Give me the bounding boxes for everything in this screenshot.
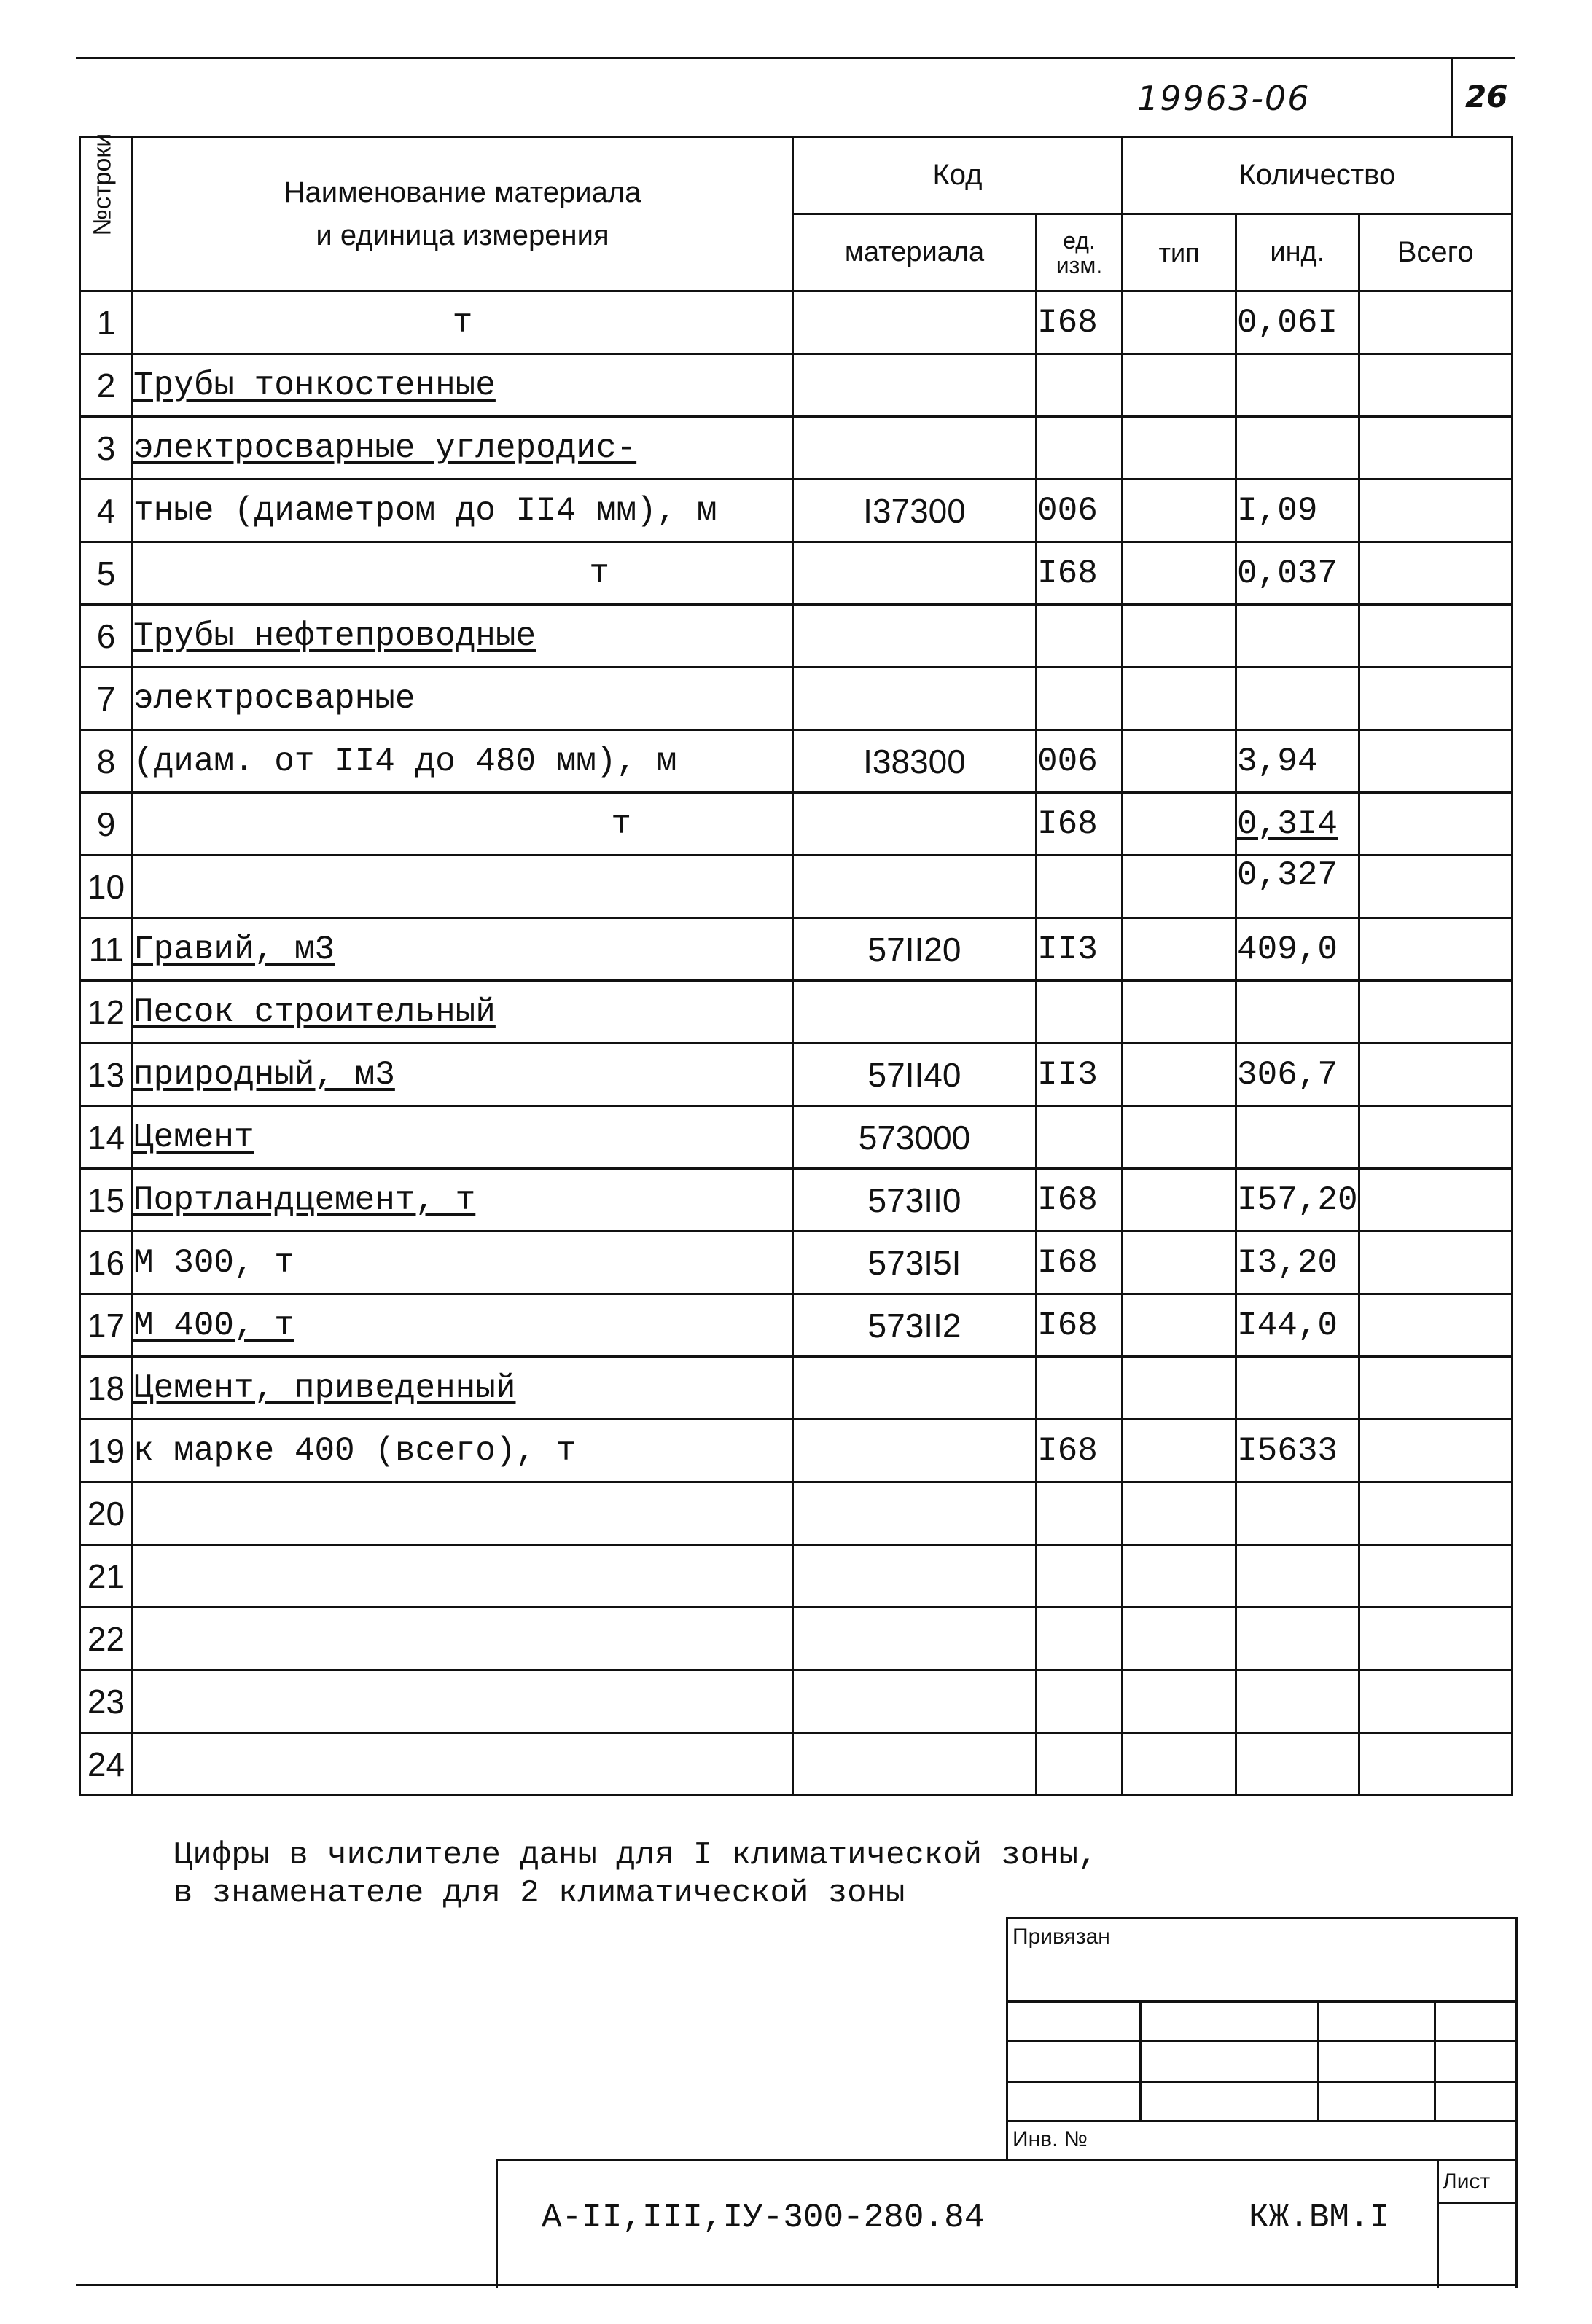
qty-total bbox=[1359, 1044, 1512, 1106]
qty-ind: 306,7 bbox=[1236, 1044, 1359, 1106]
material-code bbox=[793, 1608, 1037, 1670]
unit-code bbox=[1037, 417, 1123, 480]
stamp-rule bbox=[1008, 2081, 1515, 2083]
unit-code: II3 bbox=[1037, 1044, 1123, 1106]
table-row bbox=[80, 542, 1513, 605]
material-name: электросварные углеродис- bbox=[133, 417, 793, 480]
unit-code bbox=[1037, 1106, 1123, 1169]
unit-code bbox=[1037, 1545, 1123, 1608]
qty-ind: I5633 bbox=[1236, 1420, 1359, 1482]
qty-total bbox=[1359, 1670, 1512, 1733]
qty-ind bbox=[1236, 1106, 1359, 1169]
qty-ind bbox=[1236, 1545, 1359, 1608]
qty-total bbox=[1359, 1294, 1512, 1357]
qty-type bbox=[1123, 1420, 1236, 1482]
qty-type bbox=[1123, 1357, 1236, 1420]
unit-code: II3 bbox=[1037, 918, 1123, 981]
qty-total bbox=[1359, 292, 1512, 354]
note-line-1: Цифры в числителе даны для I климатической зоны, bbox=[173, 1837, 1098, 1874]
qty-total-header: Всего bbox=[1359, 214, 1512, 292]
row-number: 23 bbox=[80, 1670, 133, 1733]
material-name: (диам. от II4 до 480 мм), м bbox=[133, 730, 793, 793]
stamp-rule bbox=[1008, 2000, 1515, 2003]
unit-code bbox=[1037, 1670, 1123, 1733]
material-name: природный, м3 bbox=[133, 1044, 793, 1106]
stamp-divider bbox=[1434, 2000, 1436, 2120]
qty-total bbox=[1359, 354, 1512, 417]
qty-total bbox=[1359, 1482, 1512, 1545]
table-row bbox=[80, 292, 1513, 354]
qty-ind: 0,037 bbox=[1236, 542, 1359, 605]
unit-code bbox=[1037, 1608, 1123, 1670]
material-name: к марке 400 (всего), т bbox=[133, 1420, 793, 1482]
qty-ind bbox=[1236, 1357, 1359, 1420]
qty-type bbox=[1123, 1608, 1236, 1670]
row-number: 11 bbox=[80, 918, 133, 981]
material-name: т bbox=[133, 542, 793, 605]
qty-type bbox=[1123, 1232, 1236, 1294]
material-name bbox=[133, 1733, 793, 1796]
row-number: 8 bbox=[80, 730, 133, 793]
unit-code bbox=[1037, 1733, 1123, 1796]
stamp-rule bbox=[1008, 2040, 1515, 2042]
row-number: 4 bbox=[80, 480, 133, 542]
material-name: Трубы тонкостенные bbox=[133, 354, 793, 417]
table-row bbox=[80, 480, 1513, 542]
qty-total bbox=[1359, 605, 1512, 668]
material-name: Цемент bbox=[133, 1106, 793, 1169]
qty-ind: I,09 bbox=[1236, 480, 1359, 542]
material-name: Гравий, м3 bbox=[133, 918, 793, 981]
table-row bbox=[80, 793, 1513, 856]
qty-total bbox=[1359, 480, 1512, 542]
row-number: 13 bbox=[80, 1044, 133, 1106]
sheet-cell-rule bbox=[1437, 2202, 1515, 2204]
table-row bbox=[80, 605, 1513, 668]
document-number: 19963-06 bbox=[1137, 79, 1311, 118]
material-name: М 400, т bbox=[133, 1294, 793, 1357]
material-name: т bbox=[133, 292, 793, 354]
row-number: 3 bbox=[80, 417, 133, 480]
material-name: Песок строительный bbox=[133, 981, 793, 1044]
qty-ind bbox=[1236, 1733, 1359, 1796]
sheet-number-divider bbox=[1451, 58, 1453, 137]
stamp-divider bbox=[1139, 2000, 1142, 2120]
row-number: 24 bbox=[80, 1733, 133, 1796]
material-code bbox=[793, 292, 1037, 354]
material-code bbox=[793, 668, 1037, 730]
qty-total bbox=[1359, 1608, 1512, 1670]
material-code: I38300 bbox=[793, 730, 1037, 793]
qty-total bbox=[1359, 1106, 1512, 1169]
project-code: А-II,III,IУ-300-280.84 bbox=[542, 2199, 985, 2237]
qty-type bbox=[1123, 856, 1236, 918]
table-row bbox=[80, 918, 1513, 981]
inventory-number-label: Инв. № bbox=[1012, 2127, 1088, 2151]
row-number: 9 bbox=[80, 793, 133, 856]
qty-type bbox=[1123, 1545, 1236, 1608]
material-code: I37300 bbox=[793, 480, 1037, 542]
qty-ind bbox=[1236, 1670, 1359, 1733]
row-number-header: №строки bbox=[80, 137, 133, 292]
material-code: 57II40 bbox=[793, 1044, 1037, 1106]
material-name: Цемент, приведенный bbox=[133, 1357, 793, 1420]
table-row bbox=[80, 1169, 1513, 1232]
unit-code: 006 bbox=[1037, 730, 1123, 793]
qty-ind bbox=[1236, 1608, 1359, 1670]
table-row bbox=[80, 1106, 1513, 1169]
qty-ind bbox=[1236, 354, 1359, 417]
unit-code bbox=[1037, 1357, 1123, 1420]
qty-total bbox=[1359, 1545, 1512, 1608]
material-code bbox=[793, 542, 1037, 605]
qty-ind: 0,327 bbox=[1236, 856, 1359, 918]
material-code bbox=[793, 1357, 1037, 1420]
table-row bbox=[80, 1044, 1513, 1106]
table-row bbox=[80, 1357, 1513, 1420]
qty-type bbox=[1123, 1670, 1236, 1733]
table-row bbox=[80, 1420, 1513, 1482]
material-code bbox=[793, 981, 1037, 1044]
unit-code: I68 bbox=[1037, 542, 1123, 605]
row-number: 5 bbox=[80, 542, 133, 605]
qty-type bbox=[1123, 793, 1236, 856]
qty-type bbox=[1123, 354, 1236, 417]
unit-code bbox=[1037, 1482, 1123, 1545]
qty-type bbox=[1123, 605, 1236, 668]
material-code bbox=[793, 793, 1037, 856]
table-row bbox=[80, 1482, 1513, 1545]
qty-total bbox=[1359, 730, 1512, 793]
row-number: 17 bbox=[80, 1294, 133, 1357]
material-name bbox=[133, 1670, 793, 1733]
qty-ind: 0,3I4 bbox=[1236, 793, 1359, 856]
row-number: 20 bbox=[80, 1482, 133, 1545]
material-code: 573II0 bbox=[793, 1169, 1037, 1232]
code-unit-header: ед. изм. bbox=[1037, 214, 1123, 292]
qty-type bbox=[1123, 542, 1236, 605]
table-row bbox=[80, 1545, 1513, 1608]
row-number: 6 bbox=[80, 605, 133, 668]
material-name: Портландцемент, т bbox=[133, 1169, 793, 1232]
qty-type bbox=[1123, 918, 1236, 981]
unit-code: I68 bbox=[1037, 292, 1123, 354]
table-row bbox=[80, 1733, 1513, 1796]
qty-total bbox=[1359, 668, 1512, 730]
table-row bbox=[80, 730, 1513, 793]
row-number: 2 bbox=[80, 354, 133, 417]
row-number: 12 bbox=[80, 981, 133, 1044]
qty-type bbox=[1123, 292, 1236, 354]
attached-label: Привязан bbox=[1012, 1925, 1110, 1949]
table-row bbox=[80, 1232, 1513, 1294]
material-code: 573000 bbox=[793, 1106, 1037, 1169]
sheet-number: 26 bbox=[1465, 79, 1508, 114]
qty-type bbox=[1123, 480, 1236, 542]
qty-total bbox=[1359, 856, 1512, 918]
qty-type bbox=[1123, 1294, 1236, 1357]
qty-type bbox=[1123, 417, 1236, 480]
unit-code bbox=[1037, 354, 1123, 417]
material-code bbox=[793, 1545, 1037, 1608]
qty-ind-header: инд. bbox=[1236, 214, 1359, 292]
material-code: 57II20 bbox=[793, 918, 1037, 981]
unit-code bbox=[1037, 981, 1123, 1044]
attachment-stamp bbox=[1006, 1917, 1518, 2161]
table-row bbox=[80, 1608, 1513, 1670]
material-name bbox=[133, 1545, 793, 1608]
material-name bbox=[133, 856, 793, 918]
unit-code bbox=[1037, 668, 1123, 730]
unit-code bbox=[1037, 856, 1123, 918]
material-code bbox=[793, 1670, 1037, 1733]
stamp-divider bbox=[1317, 2000, 1319, 2120]
material-code bbox=[793, 1420, 1037, 1482]
qty-type bbox=[1123, 1106, 1236, 1169]
code-header: Код bbox=[793, 137, 1123, 214]
unit-code: 006 bbox=[1037, 480, 1123, 542]
material-name: тные (диаметром до II4 мм), м bbox=[133, 480, 793, 542]
unit-code: I68 bbox=[1037, 1420, 1123, 1482]
qty-type-header: тип bbox=[1123, 214, 1236, 292]
material-name: М 300, т bbox=[133, 1232, 793, 1294]
row-number: 14 bbox=[80, 1106, 133, 1169]
row-number: 19 bbox=[80, 1420, 133, 1482]
code-material-header: материала bbox=[793, 214, 1037, 292]
qty-type bbox=[1123, 1169, 1236, 1232]
material-code bbox=[793, 417, 1037, 480]
qty-total bbox=[1359, 918, 1512, 981]
qty-total bbox=[1359, 1169, 1512, 1232]
row-number: 15 bbox=[80, 1169, 133, 1232]
unit-code: I68 bbox=[1037, 1294, 1123, 1357]
qty-total bbox=[1359, 417, 1512, 480]
material-name bbox=[133, 1482, 793, 1545]
title-block bbox=[496, 2159, 1518, 2288]
qty-total bbox=[1359, 542, 1512, 605]
qty-ind: 3,94 bbox=[1236, 730, 1359, 793]
sheet-cell-divider bbox=[1437, 2161, 1439, 2288]
qty-ind: 409,0 bbox=[1236, 918, 1359, 981]
qty-ind bbox=[1236, 668, 1359, 730]
qty-total bbox=[1359, 981, 1512, 1044]
qty-type bbox=[1123, 730, 1236, 793]
material-code: 573II2 bbox=[793, 1294, 1037, 1357]
stamp-rule bbox=[1008, 2120, 1515, 2122]
bottom-rule bbox=[76, 2284, 1515, 2286]
row-number: 21 bbox=[80, 1545, 133, 1608]
material-code bbox=[793, 1482, 1037, 1545]
row-number: 1 bbox=[80, 292, 133, 354]
row-number: 10 bbox=[80, 856, 133, 918]
row-number: 7 bbox=[80, 668, 133, 730]
materials-table bbox=[79, 133, 1513, 1796]
table-row bbox=[80, 417, 1513, 480]
qty-total bbox=[1359, 1357, 1512, 1420]
qty-type bbox=[1123, 981, 1236, 1044]
material-code: 573I5I bbox=[793, 1232, 1037, 1294]
qty-type bbox=[1123, 668, 1236, 730]
qty-type bbox=[1123, 1482, 1236, 1545]
sheet-label: Лист bbox=[1443, 2170, 1491, 2194]
qty-total bbox=[1359, 1232, 1512, 1294]
qty-type bbox=[1123, 1733, 1236, 1796]
material-name-header: Наименование материала и единица измерения bbox=[133, 137, 793, 292]
table-row bbox=[80, 981, 1513, 1044]
table-row bbox=[80, 668, 1513, 730]
table-row bbox=[80, 856, 1513, 918]
material-name: Трубы нефтепроводные bbox=[133, 605, 793, 668]
unit-code: I68 bbox=[1037, 1232, 1123, 1294]
row-number: 22 bbox=[80, 1608, 133, 1670]
table-row bbox=[80, 1670, 1513, 1733]
table-row bbox=[80, 1294, 1513, 1357]
quantity-header: Количество bbox=[1123, 137, 1513, 214]
top-rule bbox=[76, 57, 1515, 59]
qty-ind bbox=[1236, 417, 1359, 480]
qty-ind bbox=[1236, 605, 1359, 668]
qty-ind bbox=[1236, 981, 1359, 1044]
qty-ind bbox=[1236, 1482, 1359, 1545]
note-line-2: в знаменателе для 2 климатической зоны bbox=[173, 1875, 905, 1912]
qty-ind: I3,20 bbox=[1236, 1232, 1359, 1294]
qty-total bbox=[1359, 793, 1512, 856]
material-code bbox=[793, 354, 1037, 417]
row-number: 16 bbox=[80, 1232, 133, 1294]
unit-code bbox=[1037, 605, 1123, 668]
material-code bbox=[793, 856, 1037, 918]
qty-total bbox=[1359, 1420, 1512, 1482]
material-code bbox=[793, 1733, 1037, 1796]
qty-ind: 0,06I bbox=[1236, 292, 1359, 354]
climate-zone-note bbox=[173, 1836, 1097, 1912]
qty-ind: I57,20 bbox=[1236, 1169, 1359, 1232]
unit-code: I68 bbox=[1037, 793, 1123, 856]
unit-code: I68 bbox=[1037, 1169, 1123, 1232]
table-row bbox=[80, 354, 1513, 417]
material-code bbox=[793, 605, 1037, 668]
qty-ind: I44,0 bbox=[1236, 1294, 1359, 1357]
row-number: 18 bbox=[80, 1357, 133, 1420]
material-name: электросварные bbox=[133, 668, 793, 730]
qty-type bbox=[1123, 1044, 1236, 1106]
qty-total bbox=[1359, 1733, 1512, 1796]
sheet-code: КЖ.ВМ.I bbox=[1249, 2199, 1390, 2237]
material-name bbox=[133, 1608, 793, 1670]
material-name: т bbox=[133, 793, 793, 856]
